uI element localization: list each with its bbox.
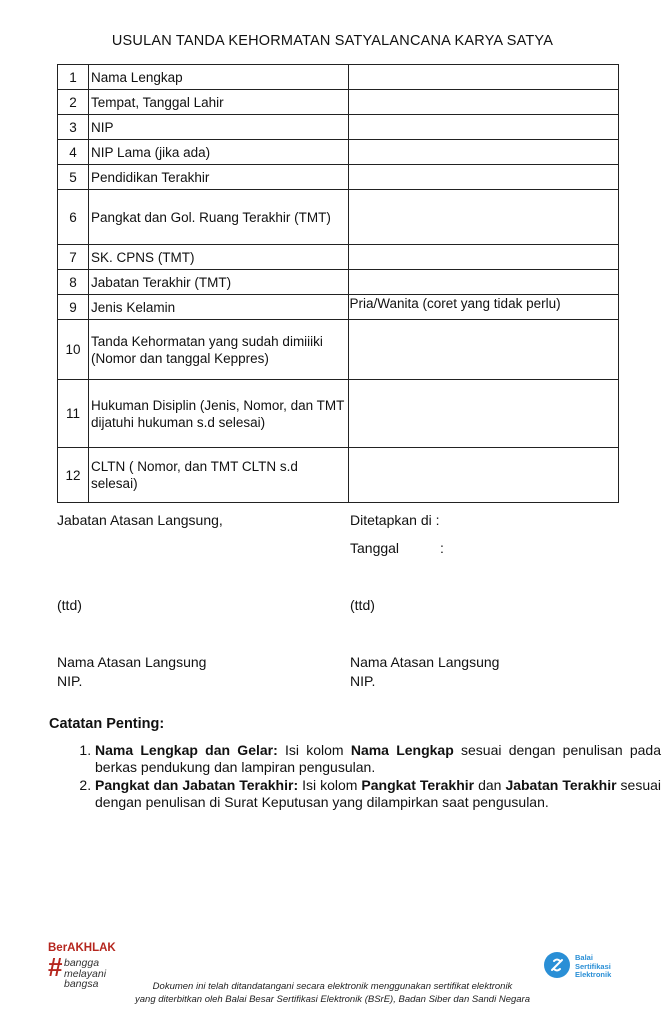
note2-text-b: dan [474, 777, 506, 793]
row-number: 9 [58, 295, 89, 320]
row-label: Pendidikan Terakhir [89, 165, 348, 190]
form-row [58, 448, 619, 503]
row-number: 6 [58, 190, 89, 245]
row-label: SK. CPNS (TMT) [89, 245, 348, 270]
footer-line-1: Dokumen ini telah ditandatangani secara elektronik menggunakan sertifikat elektronik [152, 981, 513, 992]
form-row [58, 380, 619, 448]
left-superior-name: Nama Atasan Langsung [57, 654, 207, 670]
row-label: NIP Lama (jika ada) [89, 140, 348, 165]
row-number: 3 [58, 115, 89, 140]
note1-field-name: Nama Lengkap [350, 742, 454, 758]
bsre-emblem-icon [544, 952, 570, 978]
row-number: 5 [58, 165, 89, 190]
electronic-signature-footer [0, 980, 665, 1006]
form-row [58, 115, 619, 140]
bsre-logo [542, 950, 618, 982]
form-row [58, 90, 619, 115]
bsre-line-3: Elektronik [575, 970, 612, 979]
row-number: 11 [58, 380, 89, 448]
row-label: CLTN ( Nomor, dan TMT CLTN s.d selesai) [89, 448, 348, 503]
right-superior-nip: NIP. [350, 673, 376, 689]
row-label: NIP [89, 115, 348, 140]
nomination-form-table [57, 64, 619, 503]
date-label: Tanggal [350, 540, 400, 556]
bsre-wordmark [575, 954, 611, 980]
notes-list [50, 742, 661, 812]
form-row [58, 320, 619, 380]
right-superior-name: Nama Atasan Langsung [350, 654, 500, 670]
row-value [348, 140, 619, 165]
left-superior-nip: NIP. [57, 673, 83, 689]
row-value [348, 320, 619, 380]
tagline-line-2: melayani [64, 967, 107, 980]
form-row [58, 295, 619, 320]
row-value [348, 270, 619, 295]
form-row [58, 140, 619, 165]
berakhlak-wordmark: BerAKHLAK [48, 942, 116, 954]
note1-text-a: Isi kolom [277, 742, 351, 758]
tagline-line-1: bangga [64, 957, 100, 969]
note2-text-a: Isi kolom [298, 777, 362, 793]
row-value [348, 448, 619, 503]
note2-heading: Pangkat dan Jabatan Terakhir: [95, 777, 299, 793]
form-row [58, 270, 619, 295]
established-at-label: Ditetapkan di : [350, 512, 440, 528]
form-row [58, 190, 619, 245]
row-number: 8 [58, 270, 89, 295]
notes-title: Catatan Penting: [49, 716, 165, 732]
right-signature-placeholder: (ttd) [350, 597, 375, 613]
note2-field-position: Jabatan Terakhir [505, 777, 617, 793]
note-item-rank-position [95, 777, 661, 811]
row-value [348, 245, 619, 270]
bsre-line-1: Balai [575, 953, 593, 962]
superior-position-label: Jabatan Atasan Langsung, [57, 512, 223, 528]
row-number: 2 [58, 90, 89, 115]
note1-text-b: sesuai dengan penulisan pada berkas pendukung dan lampiran pengusulan. [95, 742, 661, 775]
tagline-line-3: bangsa [64, 978, 99, 990]
row-label: Tempat, Tanggal Lahir [89, 90, 348, 115]
row-label: Nama Lengkap [89, 65, 348, 90]
row-number: 12 [58, 448, 89, 503]
date-colon: : [440, 540, 444, 556]
note2-field-rank: Pangkat Terakhir [361, 777, 475, 793]
row-value [348, 380, 619, 448]
row-label: Tanda Kehormatan yang sudah dimiiiki (Nomor dan tanggal Keppres) [89, 320, 348, 380]
row-label: Hukuman Disiplin (Jenis, Nomor, dan TMT dijatuhi hukuman s.d selesai) [89, 380, 348, 448]
form-row [58, 65, 619, 90]
row-value [348, 190, 619, 245]
note1-heading: Nama Lengkap dan Gelar: [95, 742, 278, 758]
row-label: Jabatan Terakhir (TMT) [89, 270, 348, 295]
form-row [58, 165, 619, 190]
left-signature-placeholder: (ttd) [57, 597, 82, 613]
row-number: 4 [58, 140, 89, 165]
footer-line-2: yang diterbitkan oleh Balai Besar Sertifikasi Elektronik (BSrE), Badan Siber dan Sandi Negara [135, 994, 530, 1005]
document-title: USULAN TANDA KEHORMATAN SATYALANCANA KARYA SATYA [111, 33, 554, 49]
bsre-line-2: Sertifikasi [575, 961, 611, 971]
row-value [348, 90, 619, 115]
hashtag-icon: # [48, 952, 63, 982]
note-item-full-name [95, 742, 661, 776]
note2-text-c: sesuai dengan penulisan di Surat Keputusan yang dilampirkan saat pengusulan. [95, 777, 662, 810]
row-value [348, 165, 619, 190]
form-row [58, 245, 619, 270]
row-value [348, 65, 619, 90]
row-label: Jenis Kelamin [89, 295, 348, 320]
row-number: 7 [58, 245, 89, 270]
row-value: Pria/Wanita (coret yang tidak perlu) [348, 295, 619, 320]
row-number: 1 [58, 65, 89, 90]
row-value [348, 115, 619, 140]
row-number: 10 [58, 320, 89, 380]
row-label: Pangkat dan Gol. Ruang Terakhir (TMT) [89, 190, 348, 245]
